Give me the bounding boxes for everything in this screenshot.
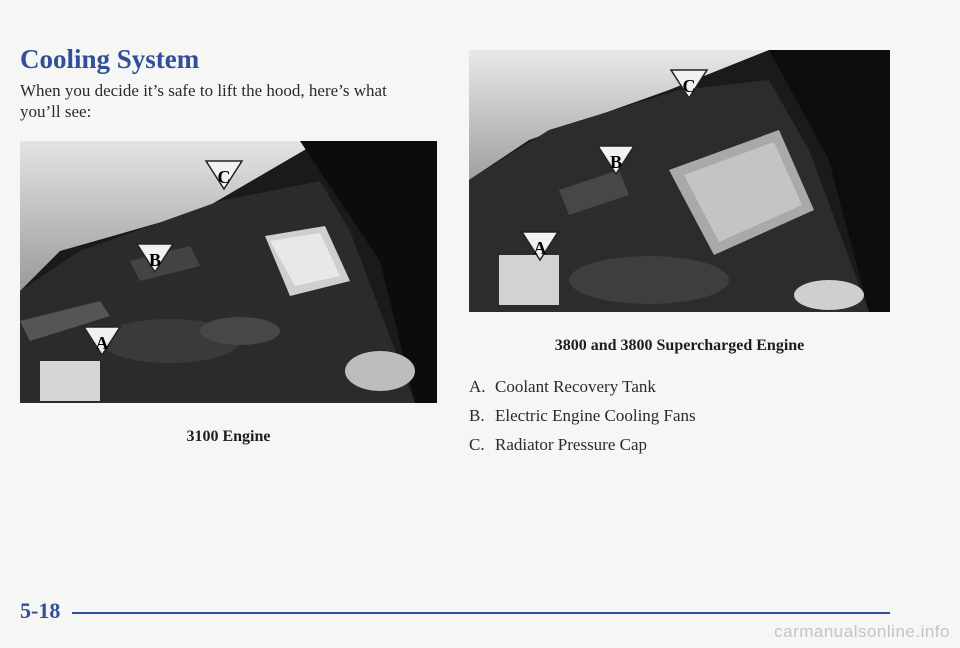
page-number: 5-18 bbox=[20, 598, 61, 623]
legend-item bbox=[469, 372, 696, 401]
svg-text:A: A bbox=[95, 333, 109, 353]
callout-markers-right bbox=[469, 50, 890, 312]
legend-letter: A. bbox=[469, 377, 486, 396]
svg-text:B: B bbox=[609, 152, 623, 172]
callout-marker-a-left bbox=[84, 327, 120, 355]
callout-markers-left bbox=[20, 141, 437, 403]
callout-marker-b-right bbox=[598, 146, 634, 174]
legend-text: Electric Engine Cooling Fans bbox=[495, 406, 696, 425]
callout-marker-b-left bbox=[137, 244, 173, 272]
legend-letter: C. bbox=[469, 435, 485, 454]
legend-text: Coolant Recovery Tank bbox=[495, 377, 656, 396]
legend-letter: B. bbox=[469, 406, 485, 425]
watermark: carmanualsonline.info bbox=[774, 622, 950, 641]
legend-item bbox=[469, 430, 696, 459]
intro-paragraph: When you decide it’s safe to lift the hood, here’s what you’ll see: bbox=[20, 81, 387, 121]
callout-marker-c-left bbox=[206, 161, 242, 189]
callout-marker-c-right bbox=[671, 70, 707, 98]
callout-marker-a-right bbox=[522, 232, 558, 260]
caption-3800-engine: 3800 and 3800 Supercharged Engine bbox=[554, 337, 805, 354]
svg-text:B: B bbox=[148, 250, 162, 270]
svg-text:C: C bbox=[682, 76, 696, 96]
svg-text:A: A bbox=[533, 238, 547, 258]
legend-text: Radiator Pressure Cap bbox=[495, 435, 648, 454]
footer-rule bbox=[72, 612, 890, 614]
component-legend bbox=[469, 372, 696, 459]
caption-3100-engine: 3100 Engine bbox=[186, 428, 271, 445]
section-title: Cooling System bbox=[20, 44, 200, 74]
svg-text:C: C bbox=[217, 167, 231, 187]
legend-item bbox=[469, 401, 696, 430]
